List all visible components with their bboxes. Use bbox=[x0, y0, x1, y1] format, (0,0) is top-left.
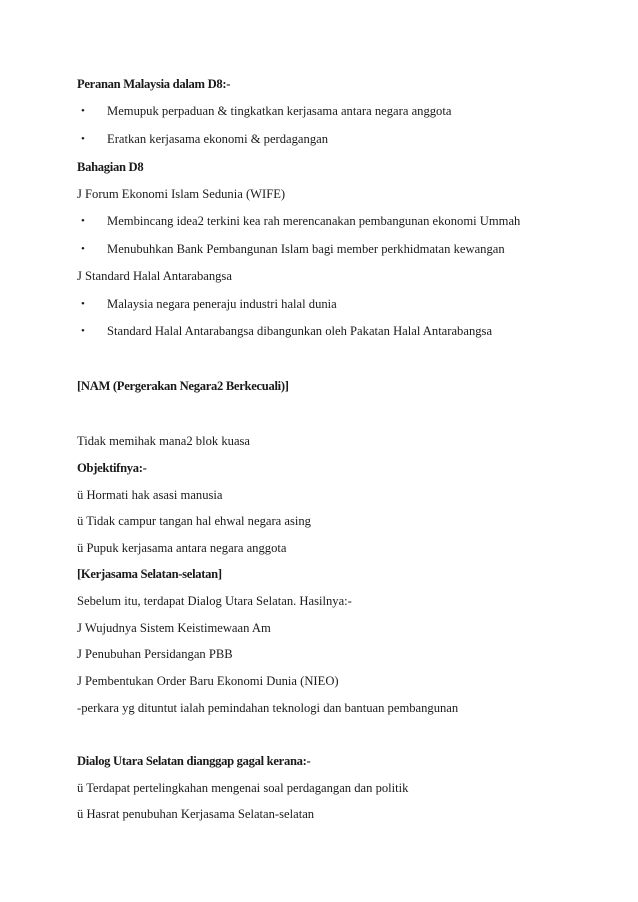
bullet-glyph: • bbox=[81, 215, 85, 227]
bullet-glyph: • bbox=[81, 105, 85, 117]
bullet-item: Eratkan kerjasama ekonomi & perdagangan bbox=[107, 132, 328, 146]
text-line: ü Hasrat penubuhan Kerjasama Selatan-selatan bbox=[77, 807, 315, 821]
text-line: Tidak memihak mana2 blok kuasa bbox=[77, 434, 251, 448]
text-line: ü Terdapat pertelingkahan mengenai soal perdagangan dan politik bbox=[77, 781, 409, 795]
text-line: J Wujudnya Sistem Keistimewaan Am bbox=[77, 621, 271, 635]
bullet-item: Malaysia negara peneraju industri halal dunia bbox=[107, 297, 337, 311]
text-line: J Pembentukan Order Baru Ekonomi Dunia (NIEO) bbox=[77, 674, 339, 688]
text-line: J Standard Halal Antarabangsa bbox=[77, 269, 232, 283]
bullet-item: Standard Halal Antarabangsa dibangunkan oleh Pakatan Halal Antarabangsa bbox=[107, 324, 493, 338]
text-line: J Penubuhan Persidangan PBB bbox=[77, 647, 233, 661]
text-line: ü Hormati hak asasi manusia bbox=[77, 488, 223, 502]
text-line: ü Pupuk kerjasama antara negara anggota bbox=[77, 541, 287, 555]
bullet-glyph: • bbox=[81, 298, 85, 310]
heading-objektifnya: Objektifnya:- bbox=[77, 461, 147, 475]
bullet-glyph: • bbox=[81, 325, 85, 337]
heading-bahagian-d8: Bahagian D8 bbox=[77, 160, 144, 174]
heading-kerjasama-selatan: [Kerjasama Selatan-selatan] bbox=[77, 567, 222, 581]
heading-dialog-gagal: Dialog Utara Selatan dianggap gagal kerana:- bbox=[77, 754, 311, 768]
bullet-item: Membincang idea2 terkini kea rah merencanakan pembangunan ekonomi Ummah bbox=[107, 214, 521, 228]
text-line: -perkara yg dituntut ialah pemindahan teknologi dan bantuan pembangunan bbox=[77, 701, 459, 715]
bullet-item: Memupuk perpaduan & tingkatkan kerjasama antara negara anggota bbox=[107, 104, 452, 118]
text-line: J Forum Ekonomi Islam Sedunia (WIFE) bbox=[77, 187, 286, 201]
text-line: Sebelum itu, terdapat Dialog Utara Selatan. Hasilnya:- bbox=[77, 594, 352, 608]
heading-nam: [NAM (Pergerakan Negara2 Berkecuali)] bbox=[77, 379, 289, 393]
bullet-glyph: • bbox=[81, 133, 85, 145]
bullet-glyph: • bbox=[81, 243, 85, 255]
bullet-item: Menubuhkan Bank Pembangunan Islam bagi member perkhidmatan kewangan bbox=[107, 242, 505, 256]
text-line: ü Tidak campur tangan hal ehwal negara asing bbox=[77, 514, 311, 528]
heading-peranan-malaysia: Peranan Malaysia dalam D8:- bbox=[77, 77, 231, 91]
